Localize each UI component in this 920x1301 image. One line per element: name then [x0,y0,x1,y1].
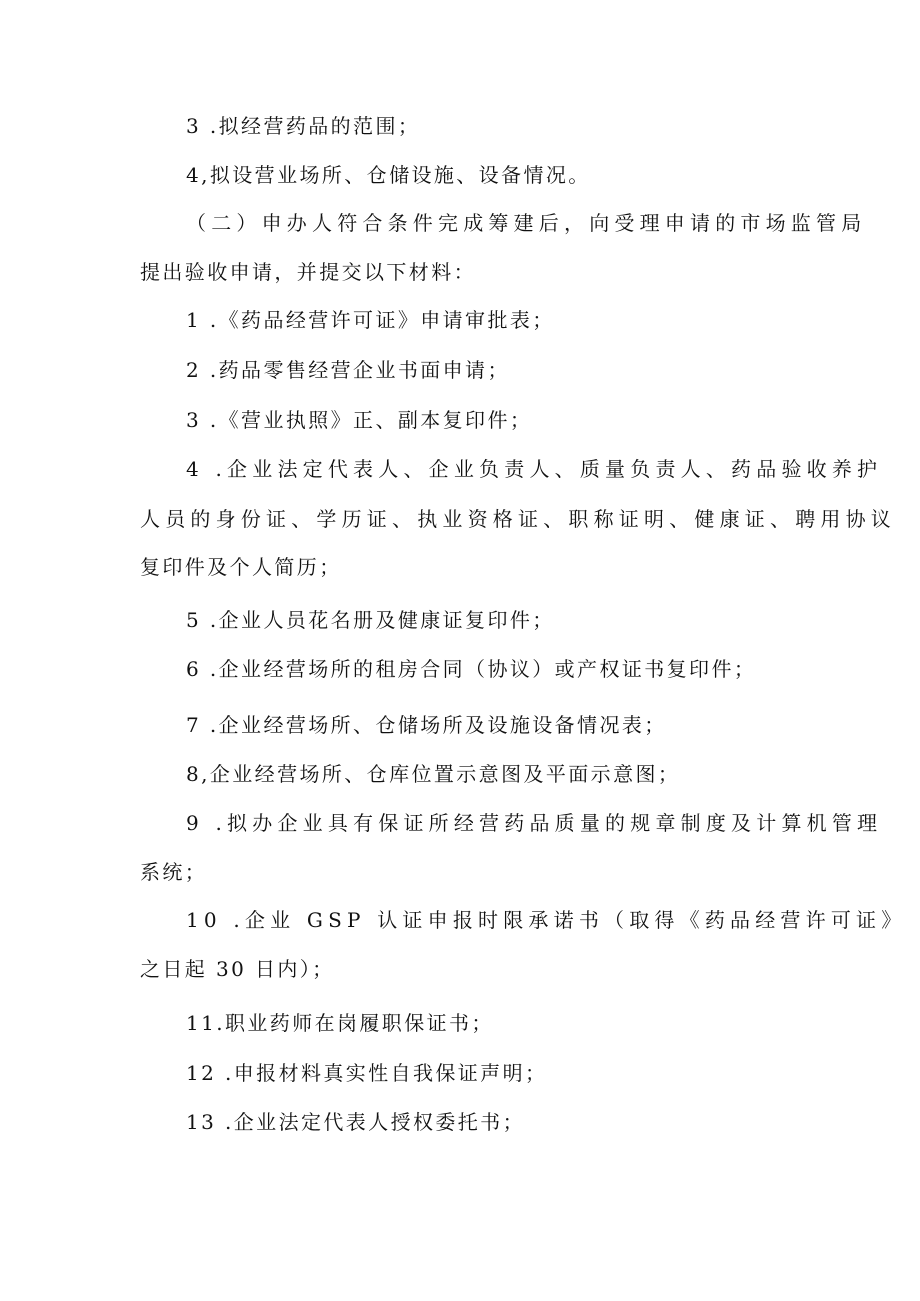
material-item-10: 10 .企业 GSP 认证申报时限承诺书（取得《药品经营许可证》 [186,908,907,932]
material-item-3: 3 .《营业执照》正、副本复印件； [186,408,533,432]
material-item-2: 2 .药品零售经营企业书面申请； [186,358,510,382]
material-item-8: 8,企业经营场所、仓库位置示意图及平面示意图； [186,762,681,786]
material-item-10-cont: 之日起 30 日内）； [140,957,335,981]
material-item-6: 6 .企业经营场所的租房合同（协议）或产权证书复印件； [186,657,757,681]
material-item-9: 9 .拟办企业具有保证所经营药品质量的规章制度及计算机管理 [186,811,883,835]
material-item-5: 5 .企业人员花名册及健康证复印件； [186,608,555,632]
item-4-facilities: 4,拟设营业场所、仓储设施、设备情况。 [186,163,591,187]
material-item-13: 13 .企业法定代表人授权委托书； [186,1110,525,1134]
material-item-1: 1 .《药品经营许可证》申请审批表； [186,308,555,332]
material-item-9-cont: 系统； [140,860,208,884]
material-item-4-end: 复印件及个人简历； [140,555,342,579]
material-item-4: 4 .企业法定代表人、企业负责人、质量负责人、药品验收养护 [186,457,883,481]
section-two-heading: （二）申办人符合条件完成筹建后，向受理申请的市场监管局 [186,211,867,235]
material-item-4-cont: 人员的身份证、学历证、执业资格证、职称证明、健康证、聘用协议 [140,507,896,531]
material-item-11: 11.职业药师在岗履职保证书； [186,1011,494,1035]
item-3-drug-scope: 3 .拟经营药品的范围； [186,114,421,138]
material-item-7: 7 .企业经营场所、仓储场所及设施设备情况表； [186,713,667,737]
section-two-heading-cont: 提出验收申请，并提交以下材料： [140,260,476,284]
material-item-12: 12 .申报材料真实性自我保证声明； [186,1061,548,1085]
